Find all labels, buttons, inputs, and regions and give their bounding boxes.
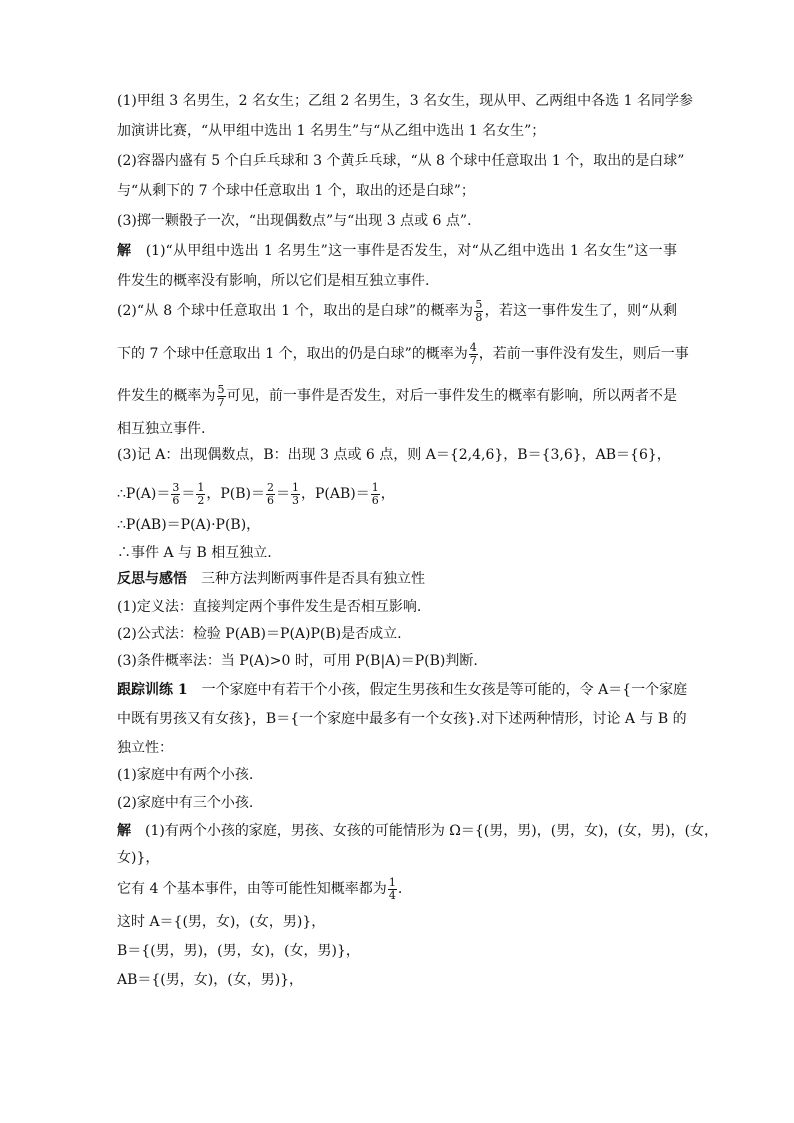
solution-label: 解	[117, 243, 132, 259]
text-run: .	[397, 881, 403, 897]
numerator: 1	[371, 480, 379, 494]
solution-3-line-1: (3)记 A：出现偶数点，B：出现 3 点或 6 点，则 A＝{2,4,6}，B＝{3,6}，AB＝{6}，	[117, 447, 671, 463]
fraction	[371, 482, 380, 507]
exercise-line-1	[117, 679, 688, 701]
question-2-line-1: (2)容器内盛有 5 个白乒乓球和 3 个黄乒乓球，“从 8 个球中任意取出 1 个，取出的是白球”	[117, 153, 685, 169]
text-run: (2)“从 8 个球中任意取出 1 个，取出的是白球”的概率为	[117, 303, 474, 319]
reflection-method-1: (1)定义法：直接判定两个事件发生是否相互影响.	[117, 599, 422, 615]
numerator: 5	[475, 297, 483, 311]
denominator: 2	[197, 493, 205, 507]
fraction	[217, 384, 226, 409]
solution-4-text: (1)有两个小孩的家庭，男孩、女孩的可能情形为 Ω＝{(男，男)，(男，女)，(女，男)，(女，	[131, 823, 719, 839]
solution-2-line-4: 相互独立事件.	[117, 421, 206, 437]
exercise-case-1: (1)家庭中有两个小孩.	[117, 767, 254, 783]
denominator: 4	[388, 888, 396, 902]
reflection-title: 反思与感悟	[117, 571, 187, 587]
denominator: 7	[217, 395, 225, 409]
solution-label: 解	[117, 823, 131, 839]
reflection-subtitle: 三种方法判断两事件是否具有独立性	[187, 571, 425, 587]
solution-4-line-4: 这时 A＝{(男，女)，(女，男)}，	[117, 914, 326, 930]
text-run: 件发生的概率为	[117, 388, 216, 404]
question-2-line-2: 与“从剩下的 7 个球中任意取出 1 个，取出的还是白球”；	[117, 183, 475, 199]
exercise-line-2: 中既有男孩又有女孩}，B＝{一个家庭中最多有一个女孩}.对下述两种情形，讨论 A 与 B 的	[117, 711, 687, 727]
solution-1-text: (1)“从甲组中选出 1 名男生”这一事件是否发生，对“从乙组中选出 1 名女生”这一事	[131, 243, 678, 259]
text-run: ，	[380, 486, 395, 502]
fraction	[291, 482, 300, 507]
numerator: 4	[469, 340, 477, 354]
text-run: ＝	[276, 486, 291, 502]
text-run: ∴P(A)＝	[117, 486, 171, 502]
fraction	[196, 482, 205, 507]
fraction	[171, 482, 180, 507]
solution-3-line-2	[117, 476, 677, 512]
solution-2-line-3	[117, 378, 677, 414]
fraction	[266, 482, 275, 507]
fraction	[474, 299, 483, 324]
solution-4-line-1	[117, 820, 719, 842]
solution-1-line-1	[117, 240, 677, 262]
exercise-text: 一个家庭中有若干个小孩，假定生男孩和生女孩是等可能的，令 A＝{一个家庭	[187, 682, 688, 698]
exercise-case-2: (2)家庭中有三个小孩.	[117, 795, 254, 811]
exercise-line-3: 独立性：	[117, 740, 173, 756]
solution-2-line-2	[117, 336, 689, 372]
question-1-line-2: 加演讲比赛，“从甲组中选出 1 名男生”与“从乙组中选出 1 名女生”；	[117, 123, 546, 139]
reflection-heading	[117, 568, 677, 590]
denominator: 3	[292, 493, 300, 507]
denominator: 8	[475, 310, 483, 324]
denominator: 6	[371, 493, 379, 507]
question-1-line-1: (1)甲组 3 名男生，2 名女生；乙组 2 名男生，3 名女生，现从甲、乙两组中各选 1 名同学参	[117, 93, 693, 109]
denominator: 6	[267, 493, 275, 507]
denominator: 7	[469, 353, 477, 367]
solution-4-line-5: B＝{(男，男)，(男，女)，(女，男)}，	[117, 943, 360, 959]
solution-2-line-1	[117, 293, 677, 329]
solution-3-line-4: ∴事件 A 与 B 相互独立.	[117, 545, 272, 561]
text-run: 下的 7 个球中任意取出 1 个，取出的仍是白球”的概率为	[117, 346, 468, 362]
solution-3-line-3: ∴P(AB)＝P(A)·P(B)，	[117, 517, 261, 533]
text-run: ，若前一事件没有发生，则后一事	[478, 346, 689, 362]
text-run: ，若这一事件发生了，则“从剩	[484, 303, 677, 319]
numerator: 1	[388, 875, 396, 889]
reflection-method-2: (2)公式法：检验 P(AB)＝P(A)P(B)是否成立.	[117, 626, 402, 642]
numerator: 3	[172, 480, 180, 494]
solution-1-line-2: 件发生的概率没有影响，所以它们是相互独立事件.	[117, 273, 430, 289]
solution-4-line-3	[117, 871, 677, 907]
numerator: 1	[292, 480, 300, 494]
question-3-line: (3)掷一颗骰子一次，“出现偶数点”与“出现 3 点或 6 点”．	[117, 213, 482, 229]
numerator: 1	[197, 480, 205, 494]
text-run: ，P(B)＝	[206, 486, 266, 502]
solution-4-line-2: 女)}，	[117, 850, 160, 866]
fraction	[388, 877, 397, 902]
reflection-method-3: (3)条件概率法：当 P(A)>0 时，可用 P(B|A)＝P(B)判断.	[117, 653, 478, 669]
numerator: 2	[267, 480, 275, 494]
text-run: ，P(AB)＝	[301, 486, 370, 502]
numerator: 5	[217, 382, 225, 396]
solution-4-line-6: AB＝{(男，女)，(女，男)}，	[117, 972, 304, 988]
text-run: 它有 4 个基本事件，由等可能性知概率都为	[117, 881, 387, 897]
exercise-title: 跟踪训练 1	[117, 682, 188, 698]
text-run: 可见，前一事件是否发生，对后一事件发生的概率有影响，所以两者不是	[226, 388, 678, 404]
denominator: 6	[172, 493, 180, 507]
fraction	[469, 342, 478, 367]
text-run: ＝	[181, 486, 196, 502]
